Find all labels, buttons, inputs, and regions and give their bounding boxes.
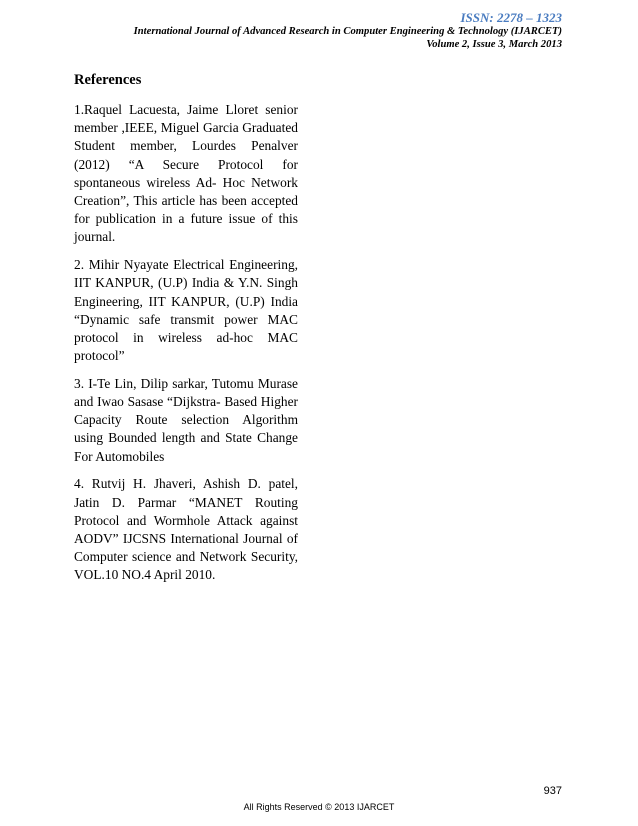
reference-item-4: 4. Rutvij H. Jhaveri, Ashish D. patel, Jatin D. Parmar “MANET Routing Protocol and Wormhole Attack against AODV” IJCSNS International Journal of Computer science and Network Security, VOL.10 NO.4 April 2010. (74, 476, 298, 583)
references-heading: References (74, 72, 142, 88)
page-number: 937 (543, 785, 562, 797)
issn-label: ISSN: 2278 – 1323 (460, 10, 562, 25)
page-header (42, 10, 562, 51)
reference-item-1: 1.Raquel Lacuesta, Jaime Lloret senior member ,IEEE, Miguel Garcia Graduated Student member, Lourdes Penalver (2012) “A Secure Protocol for spontaneous wireless Ad- Hoc Network Creation”, This article has been accepted for publication in a future issue of this journal. (74, 102, 298, 245)
copyright-footer: All Rights Reserved © 2013 IJARCET (243, 802, 395, 812)
journal-title: International Journal of Advanced Research in Computer Engineering & Technology (IJARCET) (133, 26, 562, 37)
references-section (74, 71, 298, 594)
reference-item-3: 3. I-Te Lin, Dilip sarkar, Tutomu Murase and Iwao Sasase “Dijkstra- Based Higher Capacity Route selection Algorithm using Bounded length and State Change For Automobiles (74, 375, 298, 464)
volume-issue: Volume 2, Issue 3, March 2013 (426, 39, 562, 50)
reference-item-2: 2. Mihir Nyayate Electrical Engineering, IIT KANPUR, (U.P) India & Y.N. Singh Engineering, IIT KANPUR, (U.P) India “Dynamic safe transmit power MAC protocol in wireless ad-hoc MAC protocol” (74, 257, 298, 364)
